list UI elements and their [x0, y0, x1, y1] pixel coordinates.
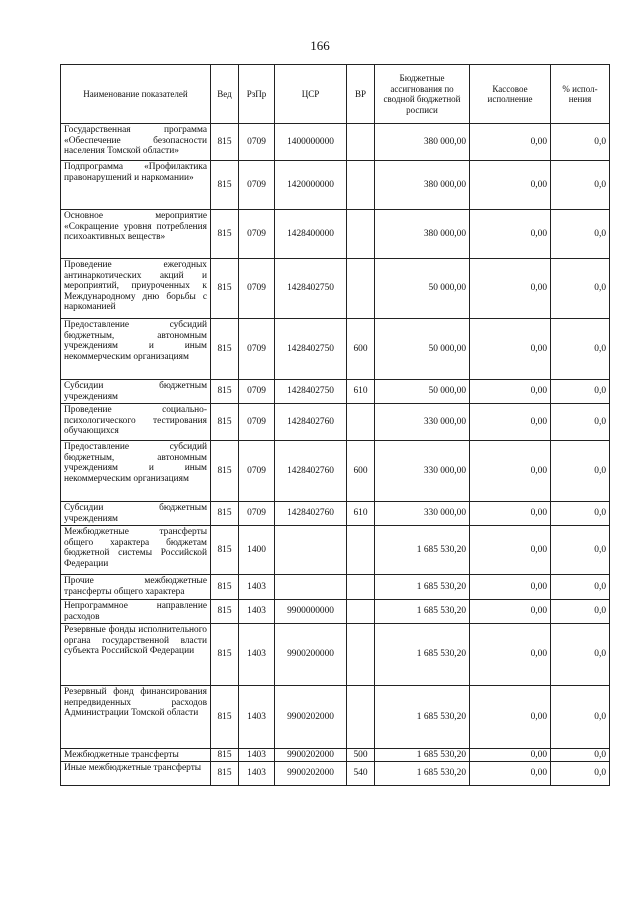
- row-vr: [347, 526, 375, 575]
- row-vr: [347, 575, 375, 600]
- row-csr: 1428402760: [275, 502, 347, 526]
- row-ved: 815: [211, 600, 239, 624]
- row-name: Проведение социально-психологического тестирования обучающихся: [61, 404, 211, 441]
- table-row: [61, 600, 610, 624]
- row-name: Резервный фонд финансирования непредвиденных расходов Администрации Томской области: [61, 686, 211, 749]
- table-row: [61, 380, 610, 404]
- row-pct: 0,0: [551, 380, 610, 404]
- row-vr: [347, 161, 375, 210]
- row-rzpr: 0709: [239, 380, 275, 404]
- row-pct: 0,0: [551, 259, 610, 319]
- row-pct: 0,0: [551, 526, 610, 575]
- row-pct: 0,0: [551, 761, 610, 785]
- header-vr: ВР: [347, 65, 375, 124]
- row-vr: 610: [347, 502, 375, 526]
- row-pct: 0,0: [551, 319, 610, 380]
- row-vr: 600: [347, 319, 375, 380]
- row-budget: 1 685 530,20: [375, 749, 470, 762]
- row-rzpr: 1403: [239, 749, 275, 762]
- row-csr: 1428402760: [275, 441, 347, 502]
- table-row: [61, 441, 610, 502]
- row-csr: 1400000000: [275, 124, 347, 161]
- row-vr: 540: [347, 761, 375, 785]
- row-pct: 0,0: [551, 686, 610, 749]
- table-row: [61, 259, 610, 319]
- row-vr: 610: [347, 380, 375, 404]
- row-budget: 380 000,00: [375, 124, 470, 161]
- row-ved: 815: [211, 624, 239, 686]
- table-row: [61, 686, 610, 749]
- table-row: [61, 526, 610, 575]
- table-row: [61, 161, 610, 210]
- row-pct: 0,0: [551, 624, 610, 686]
- row-budget: 380 000,00: [375, 161, 470, 210]
- row-csr: 9900000000: [275, 600, 347, 624]
- table-row: [61, 749, 610, 762]
- row-cash: 0,00: [470, 686, 551, 749]
- row-csr: 1428402750: [275, 319, 347, 380]
- row-cash: 0,00: [470, 441, 551, 502]
- row-budget: 330 000,00: [375, 404, 470, 441]
- row-cash: 0,00: [470, 319, 551, 380]
- row-rzpr: 1400: [239, 526, 275, 575]
- row-name: Проведение ежегодных антинаркотических акций и мероприятий, приуроченных к Международному дню борьбы с наркоманией: [61, 259, 211, 319]
- row-ved: 815: [211, 502, 239, 526]
- row-rzpr: 1403: [239, 686, 275, 749]
- row-cash: 0,00: [470, 259, 551, 319]
- row-csr: 1428400000: [275, 210, 347, 259]
- row-csr: 9900202000: [275, 749, 347, 762]
- row-csr: 9900202000: [275, 761, 347, 785]
- row-csr: 1420000000: [275, 161, 347, 210]
- row-budget: 330 000,00: [375, 441, 470, 502]
- row-pct: 0,0: [551, 600, 610, 624]
- table-row: [61, 210, 610, 259]
- row-cash: 0,00: [470, 161, 551, 210]
- header-ved: Вед: [211, 65, 239, 124]
- row-pct: 0,0: [551, 575, 610, 600]
- row-csr: [275, 575, 347, 600]
- row-cash: 0,00: [470, 404, 551, 441]
- row-budget: 1 685 530,20: [375, 686, 470, 749]
- row-cash: 0,00: [470, 526, 551, 575]
- row-budget: 330 000,00: [375, 502, 470, 526]
- row-cash: 0,00: [470, 124, 551, 161]
- row-csr: 9900200000: [275, 624, 347, 686]
- table-row: [61, 124, 610, 161]
- row-cash: 0,00: [470, 575, 551, 600]
- row-budget: 50 000,00: [375, 319, 470, 380]
- row-cash: 0,00: [470, 624, 551, 686]
- row-budget: 50 000,00: [375, 259, 470, 319]
- row-cash: 0,00: [470, 380, 551, 404]
- row-cash: 0,00: [470, 210, 551, 259]
- page-number: 166: [310, 38, 330, 53]
- row-budget: 1 685 530,20: [375, 761, 470, 785]
- row-csr: 1428402760: [275, 404, 347, 441]
- row-cash: 0,00: [470, 761, 551, 785]
- row-budget: 380 000,00: [375, 210, 470, 259]
- row-rzpr: 0709: [239, 210, 275, 259]
- row-name: Прочие межбюджетные трансферты общего характера: [61, 575, 211, 600]
- row-rzpr: 1403: [239, 624, 275, 686]
- row-budget: 1 685 530,20: [375, 600, 470, 624]
- row-name: Межбюджетные трансферты: [61, 749, 211, 762]
- row-rzpr: 1403: [239, 600, 275, 624]
- row-csr: [275, 526, 347, 575]
- row-ved: 815: [211, 761, 239, 785]
- header-budget: Бюджетные ассигнования по сводной бюджетной росписи: [375, 65, 470, 124]
- row-name: Предоставление субсидий бюджетным, автономным учреждениям и иным некоммерческим организациям: [61, 319, 211, 380]
- table-row: [61, 404, 610, 441]
- row-name: Предоставление субсидий бюджетным, автономным учреждениям и иным некоммерческим организациям: [61, 441, 211, 502]
- row-pct: 0,0: [551, 502, 610, 526]
- row-name: Непрограммное направление расходов: [61, 600, 211, 624]
- row-name: Резервные фонды исполнительного органа государственной власти субъекта Российской Федерации: [61, 624, 211, 686]
- table-header-row: [61, 65, 610, 124]
- row-cash: 0,00: [470, 502, 551, 526]
- table-row: [61, 319, 610, 380]
- table-row: [61, 761, 610, 785]
- row-cash: 0,00: [470, 749, 551, 762]
- row-pct: 0,0: [551, 404, 610, 441]
- row-vr: 500: [347, 749, 375, 762]
- row-pct: 0,0: [551, 441, 610, 502]
- row-ved: 815: [211, 575, 239, 600]
- row-name: Межбюджетные трансферты общего характера бюджетам бюджетной системы Российской Федерации: [61, 526, 211, 575]
- table-row: [61, 624, 610, 686]
- row-pct: 0,0: [551, 749, 610, 762]
- row-ved: 815: [211, 319, 239, 380]
- row-rzpr: 0709: [239, 124, 275, 161]
- row-rzpr: 0709: [239, 319, 275, 380]
- row-name: Субсидии бюджетным учреждениям: [61, 380, 211, 404]
- row-ved: 815: [211, 161, 239, 210]
- row-ved: 815: [211, 526, 239, 575]
- table-row: [61, 575, 610, 600]
- row-csr: 1428402750: [275, 259, 347, 319]
- row-vr: [347, 404, 375, 441]
- row-name: Государственная программа «Обеспечение безопасности населения Томской области»: [61, 124, 211, 161]
- row-budget: 50 000,00: [375, 380, 470, 404]
- row-ved: 815: [211, 259, 239, 319]
- row-rzpr: 0709: [239, 161, 275, 210]
- row-name: Подпрограмма «Профилактика правонарушений и наркомании»: [61, 161, 211, 210]
- row-budget: 1 685 530,20: [375, 526, 470, 575]
- row-name: Основное мероприятие «Сокращение уровня потребления психоактивных веществ»: [61, 210, 211, 259]
- row-budget: 1 685 530,20: [375, 575, 470, 600]
- row-ved: 815: [211, 404, 239, 441]
- budget-table: [60, 64, 610, 786]
- row-vr: [347, 686, 375, 749]
- row-vr: [347, 600, 375, 624]
- row-rzpr: 0709: [239, 441, 275, 502]
- header-name: Наименование показателей: [61, 65, 211, 124]
- row-vr: [347, 624, 375, 686]
- row-csr: 9900202000: [275, 686, 347, 749]
- header-csr: ЦСР: [275, 65, 347, 124]
- row-budget: 1 685 530,20: [375, 624, 470, 686]
- row-rzpr: 0709: [239, 259, 275, 319]
- row-rzpr: 1403: [239, 761, 275, 785]
- row-rzpr: 0709: [239, 404, 275, 441]
- header-pct: % испол-нения: [551, 65, 610, 124]
- row-name: Иные межбюджетные трансферты: [61, 761, 211, 785]
- row-csr: 1428402750: [275, 380, 347, 404]
- row-ved: 815: [211, 124, 239, 161]
- row-cash: 0,00: [470, 600, 551, 624]
- row-ved: 815: [211, 210, 239, 259]
- row-pct: 0,0: [551, 124, 610, 161]
- row-ved: 815: [211, 380, 239, 404]
- row-pct: 0,0: [551, 161, 610, 210]
- header-cash: Кассовое исполнение: [470, 65, 551, 124]
- row-vr: 600: [347, 441, 375, 502]
- row-rzpr: 1403: [239, 575, 275, 600]
- row-ved: 815: [211, 686, 239, 749]
- table-row: [61, 502, 610, 526]
- row-ved: 815: [211, 441, 239, 502]
- row-vr: [347, 259, 375, 319]
- row-pct: 0,0: [551, 210, 610, 259]
- row-vr: [347, 210, 375, 259]
- row-vr: [347, 124, 375, 161]
- row-rzpr: 0709: [239, 502, 275, 526]
- header-rzpr: РзПр: [239, 65, 275, 124]
- row-name: Субсидии бюджетным учреждениям: [61, 502, 211, 526]
- row-ved: 815: [211, 749, 239, 762]
